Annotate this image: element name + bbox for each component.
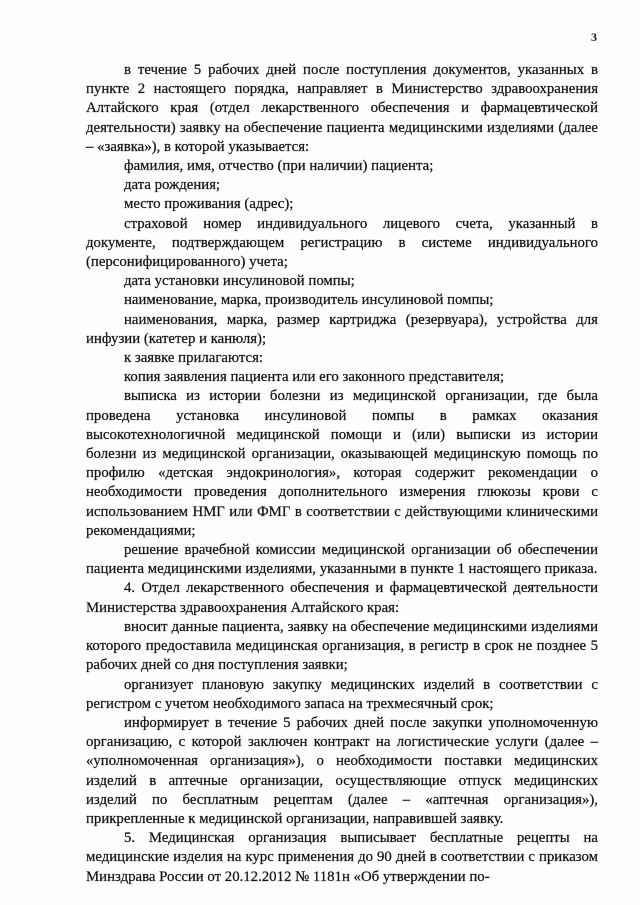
paragraph: дата рождения; (124, 177, 221, 194)
paragraph: решение врачебной комиссии медицинской организации об обеспечении пациента медицинскими изделиями, указанными в пункте 1 настоящего приказа. (86, 542, 598, 578)
paragraph: организует плановую закупку медицинских изделий в соответствии с регистром с учетом необходимого запаса на трехмесячный срок; (86, 676, 598, 712)
paragraph: информирует в течение 5 рабочих дней после закупки уполномоченную организацию, с которой заключен контракт на логистические услуги (далее – «уполномоченная организация»), о необходимости поставки медицинских изделий в аптечные организации, осуществляющие отпуск медицинских изделий по бесплатным рецептам (далее – «аптечная организация»), прикрепленные к медицинской организации, направившей заявку. (86, 714, 598, 827)
paragraph: фамилия, имя, отчество (при наличии) пациента; (124, 158, 434, 175)
page-number: 3 (591, 30, 597, 44)
paragraph: вносит данные пациента, заявку на обеспечение медицинскими изделиями которого предоставила медицинская организация, в регистр в срок не позднее 5 рабочих дней со дня поступления заявки; (86, 618, 598, 674)
paragraph: выписка из истории болезни из медицинской организации, где была проведена установка инсулиновой помпы в рамках оказания высокотехнологичной медицинской помощи и (или) выписки из истории болезни из медицинской организации, оказывающей медицинскую помощь по профилю «детская эндокринология», которая содержит рекомендации о необходимости проведения дополнительного измерения глюкозы крови с использованием НМГ или ФМГ в соответствии с действующими клиническими рекомендациями; (86, 388, 598, 539)
paragraph: место проживания (адрес); (124, 196, 294, 213)
paragraph: страховой номер индивидуального лицевого счета, указанный в документе, подтверждающем регистрацию в системе индивидуального (персонифицированного) учета; (86, 215, 598, 271)
paragraph: наименования, марка, размер картриджа (резервуара), устройства для инфузии (катетер и канюля); (86, 311, 598, 347)
paragraph: наименование, марка, производитель инсулиновой помпы; (124, 292, 494, 309)
paragraph: 4. Отдел лекарственного обеспечения и фармацевтической деятельности Министерства здравоохранения Алтайского края: (86, 580, 598, 616)
paragraph: копия заявления пациента или его законного представителя; (124, 369, 505, 386)
document-body (86, 61, 598, 887)
paragraph: к заявке прилагаются: (124, 350, 263, 367)
paragraph: в течение 5 рабочих дней после поступления документов, указанных в пункте 2 настоящего порядка, направляет в Министерство здравоохранения Алтайского края (отдел лекарственного обеспечения и фармацевтической деятельности) заявку на обеспечение пациента медицинскими изделиями (далее – «заявка»), в которой указывается: (86, 62, 598, 155)
paragraph: дата установки инсулиновой помпы; (124, 273, 355, 290)
paragraph: 5. Медицинская организация выписывает бесплатные рецепты на медицинские изделия на курс применения до 90 дней в соответствии с приказом Минздрава России от 20.12.2012 № 1181н «Об утверждении по- (86, 830, 598, 885)
